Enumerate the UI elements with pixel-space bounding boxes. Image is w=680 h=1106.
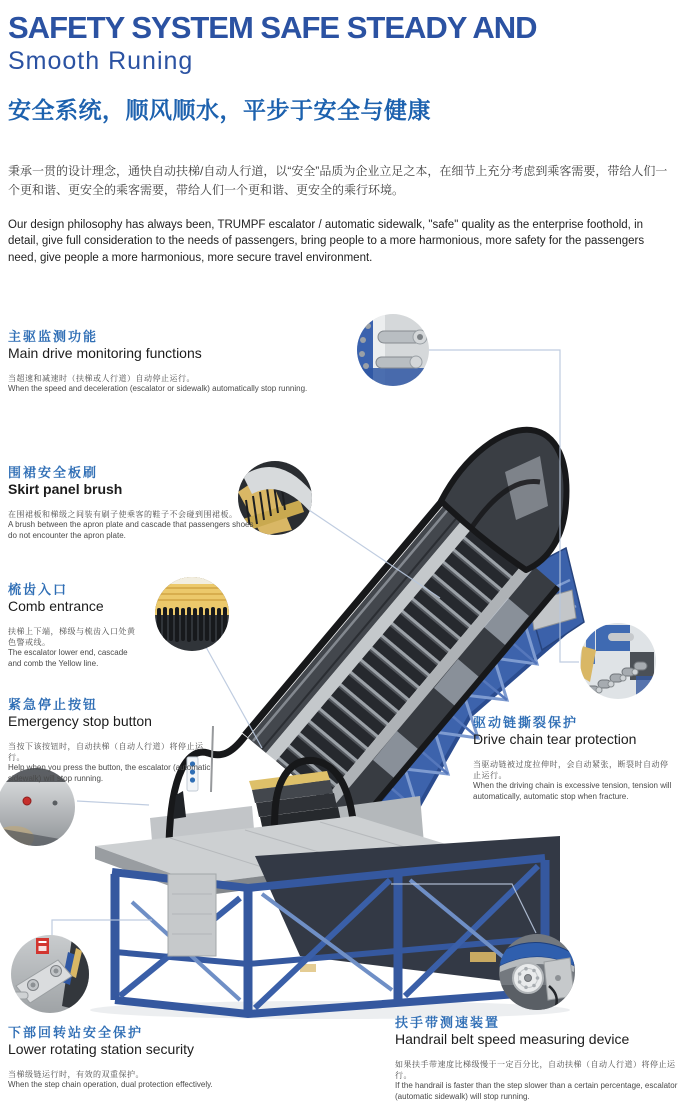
feature-title-en: Handrail belt speed measuring device [395, 1031, 630, 1048]
control-cabinet [168, 874, 216, 956]
feature-desc-cn: 在围裙板和梯级之间装有刷子使乘客的鞋子不会碰到围裙板。 [8, 509, 238, 519]
feature-title-en: Comb entrance [8, 598, 104, 615]
feature-title-cn: 下部回转站安全保护 [8, 1025, 144, 1040]
comb-plate-closeup-photo [155, 577, 230, 652]
feature-desc-cn: 如果扶手带速度比梯级慢于一定百分比，自动扶梯（自动人行道）将停止运行。 [395, 1059, 676, 1080]
feature-desc-cn: 扶梯上下端，梯级与梳齿入口处黄色警戒线。 [8, 626, 136, 647]
leader-comb [206, 647, 262, 748]
feature-title-cn: 紧急停止按钮 [8, 697, 99, 712]
feature-desc-en: The escalator lower end, cascade and comb the Yellow line. [8, 648, 128, 668]
feature-desc-cn: 当超速和减速时（扶梯或人行道）自动停止运行。 [8, 373, 195, 383]
feature-lower-station [8, 1026, 438, 1091]
feature-emergency-stop [8, 698, 213, 785]
red-stop-button [23, 797, 31, 805]
feature-desc-en: When the speed and deceleration (escalator or sidewalk) automatically stop running. [8, 383, 308, 393]
feature-desc-en: When the step chain operation, dual protection effectively. [8, 1079, 213, 1089]
feature-title-cn: 梳齿入口 [8, 582, 69, 597]
feature-title-en: Drive chain tear protection [473, 731, 637, 748]
page-title-line2: Smooth Runing [8, 47, 194, 75]
feature-main-drive [8, 330, 478, 395]
feature-title-en: Lower rotating station security [8, 1041, 194, 1058]
drive-chain-closeup-photo [580, 623, 656, 699]
feature-title-en: Skirt panel brush [8, 481, 123, 498]
intro-paragraph-en: Our design philosophy has always been, TRUMPF escalator / automatic sidewalk, "safe" quality as the enterprise foothold, in detail, give full consideration to the needs of passengers, bring people to a more harmonious, more safety for the passengers need, give people a more harmonious, more secure travel environment. [8, 219, 645, 264]
page-title-line1: SAFETY SYSTEM SAFE STEADY AND [8, 10, 537, 45]
intro-paragraph-cn: 秉承一贯的设计理念，通快自动扶梯/自动人行道，以“安全”品质为企业立足之本，在细节上充分考虑到乘客需要，带给人们一个更和谐、更安全的乘客需要，带给人们一个更和谐、更安全的乘行环境。 [8, 164, 668, 198]
feature-title-en: Main drive monitoring functions [8, 345, 202, 362]
feature-title-cn: 扶手带测速装置 [395, 1015, 501, 1030]
feature-desc-cn: 当梯级链运行时，有效的双重保护。 [8, 1069, 144, 1079]
feature-desc-en: If the handrail is faster than the step slower than a certain percentage, escalator (automatic sidewalk) will stop running. [395, 1081, 678, 1101]
feature-title-en: Emergency stop button [8, 713, 152, 730]
feature-comb-entrance [8, 583, 136, 670]
feature-desc-cn: 当驱动链被过度拉伸时，会自动紧张，断裂时自动停止运行。 [473, 759, 669, 780]
lower-station-closeup-photo [11, 935, 89, 1013]
leader-stop-button [77, 801, 149, 805]
page-title-chinese: 安全系统，顺风顺水，平步于安全与健康 [8, 97, 431, 123]
feature-skirt-brush [8, 466, 258, 541]
handrail-speed-closeup-photo [499, 934, 575, 1010]
feature-desc-cn: 当按下该按钮时，自动扶梯（自动人行道）将停止运行。 [8, 741, 204, 762]
feature-title-cn: 主驱监测功能 [8, 329, 99, 344]
feature-handrail-speed [395, 1016, 680, 1103]
feature-desc-en: Help when you press the button, the escalator (automatic sidewalk) will stop running. [8, 763, 211, 783]
feature-drive-chain [473, 716, 673, 803]
feature-title-cn: 驱动链撕裂保护 [473, 715, 579, 730]
feature-desc-en: A brush between the apron plate and cascade that passengers shoes do not encounter the apron plate. [8, 519, 254, 540]
feature-title-cn: 围裙安全板刷 [8, 465, 99, 480]
leader-lower-station [52, 920, 152, 936]
feature-desc-en: When the driving chain is excessive tension, tension will automatically, automatic stop when fracture. [473, 781, 672, 801]
